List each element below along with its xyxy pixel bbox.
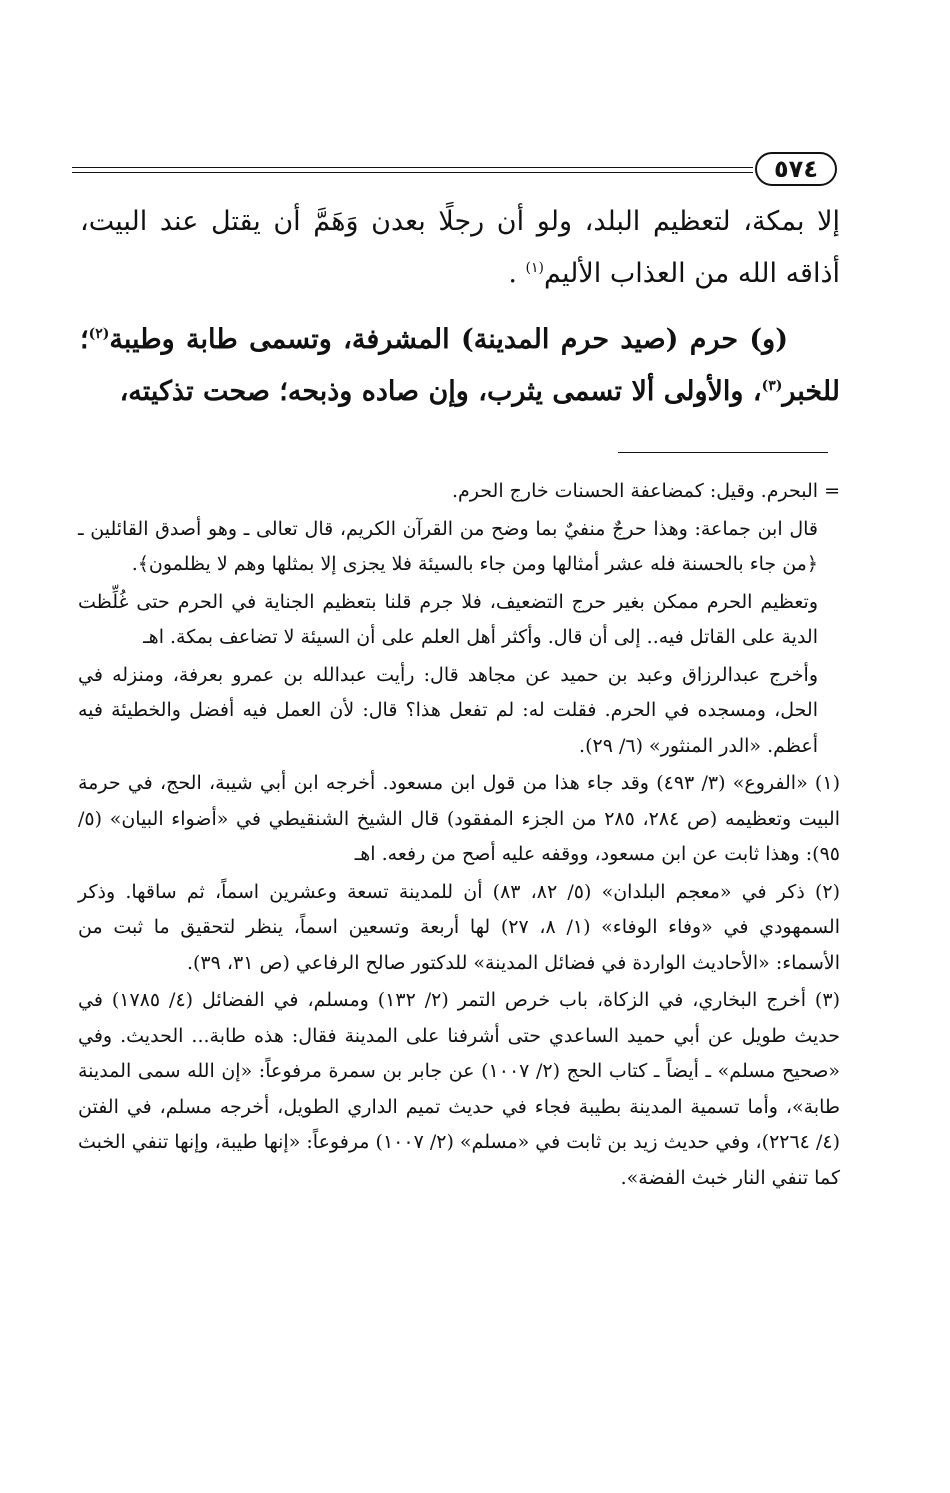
footnote-ref-2: (٢) [88,326,110,342]
footnote-2: (٢) ذكر في «معجم البلدان» (٥/ ٨٢، ٨٣) أن للمدينة تسعة وعشرين اسماً، ثم ساقها. وذكر السمهودي في «وفاء الوفاء» (١/ ٨، ٢٧) لها أربعة وتسعين اسماً، ينظر لتحقيق ما ثبت من الأسماء: «الأحاديث الواردة في فضائل المدينة» للدكتور صالح الرفاعي (ص ٣١، ٣٩). [78,880,841,974]
footnote-continuation-1: = البحرم. وقيل: كمضاعفة الحسنات خارج الحرم. [451,480,840,502]
footnote-3: (٣) أخرج البخاري، في الزكاة، باب خرص التمر (٢/ ١٣٢) ومسلم، في الفضائل (٤/ ١٧٨٥) في حديث طويل عن أبي حميد الساعدي حتى أشرفنا على المدينة فقال: هذه طابة... الحديث. وفي «صحيح مسلم» ـ أيضاً ـ كتاب الحج (٢/ ١٠٠٧) عن جابر بن سمرة مرفوعاً: «إن الله سمى المدينة طابة»، وأما تسمية المدينة بطيبة فجاء في حديث تميم الداري الطويل، أخرجه مسلم، في الفتن (٤/ ٢٢٦٤)، وفي حديث زيد بن ثابت في «مسلم» (٢/ ١٠٠٧) مرفوعاً: «إنها طيبة، وإنها تنفي الخبث كما تنفي النار خبث الفضة». [78,989,840,1189]
main-paragraph-2-text-a: (و) حرم (صيد حرم المدينة) المشرفة، وتسمى طابة وطيبة [109,324,788,355]
footnote-continuation-3: وتعظيم الحرم ممكن بغير حرج التضعيف، فلا جرم قلنا بتعظيم الجناية في الحرم حتى غُلِّظت الدية على القاتل فيه.. إلى أن قال. وأكثر أهل العلم على أن السيئة لا تضاعف بمكة. اهـ [78,590,818,648]
footnote-1: (١) «الفروع» (٣/ ٤٩٣) وقد جاء هذا من قول ابن مسعود. أخرجه ابن أبي شيبة، الحج، في حرمة البيت وتعظيمه (ص ٢٨٤، ٢٨٥ من الجزء المفقود) قال الشيخ الشنقيطي في «أضواء البيان» (٥/ ٩٥): وهذا ثابت عن ابن مسعود، ووقفه عليه أصح من رفعه. اهـ [78,772,840,865]
footnote-separator [618,452,828,453]
footnotes [78,474,840,1198]
main-paragraph-2 [80,314,840,418]
page-number: ٥٧٤ [755,152,837,186]
main-paragraph-2-text-b: ؛ للخبر [80,324,840,407]
footnote-continuation-4: وأخرج عبدالرزاق وعبد بن حميد عن مجاهد قال: رأيت عبدالله بن عمرو بعرفة، ومنزله في الحل، ومسجده في الحرم. فقلت له: لم تفعل هذا؟ قال: لأن العمل فيه أفضل والخطيئة فيه أعظم. «الدر المنثور» (٦/ ٢٩). [78,663,818,757]
main-paragraph-1-end: . [508,258,526,289]
main-paragraph-1 [80,196,840,300]
footnote-ref-3: (٣) [761,378,783,394]
footnote-continuation-2: قال ابن جماعة: وهذا حرجٌ منفيٌ بما وضح من القرآن الكريم، قال تعالى ـ وهو أصدق القائلين ـ ﴿من جاء بالحسنة فله عشر أمثالها ومن جاء بالسيئة فلا يجزى إلا بمثلها وهم لا يظلمون﴾. [78,517,818,575]
header-rule-bottom [72,172,753,173]
main-paragraph-2-text-c: ، والأولى ألا تسمى يثرب، وإن صاده وذبحه؛ صحت تذكيته، [119,376,762,407]
header-rule-top [72,167,753,168]
page-header [72,150,837,190]
footnote-ref-1: (١) [525,260,544,276]
main-text [80,196,840,432]
main-paragraph-1-text: إلا بمكة، لتعظيم البلد، ولو أن رجلًا بعدن وَهَمَّ أن يقتل عند البيت، أذاقه الله من العذاب الأليم [80,206,840,289]
